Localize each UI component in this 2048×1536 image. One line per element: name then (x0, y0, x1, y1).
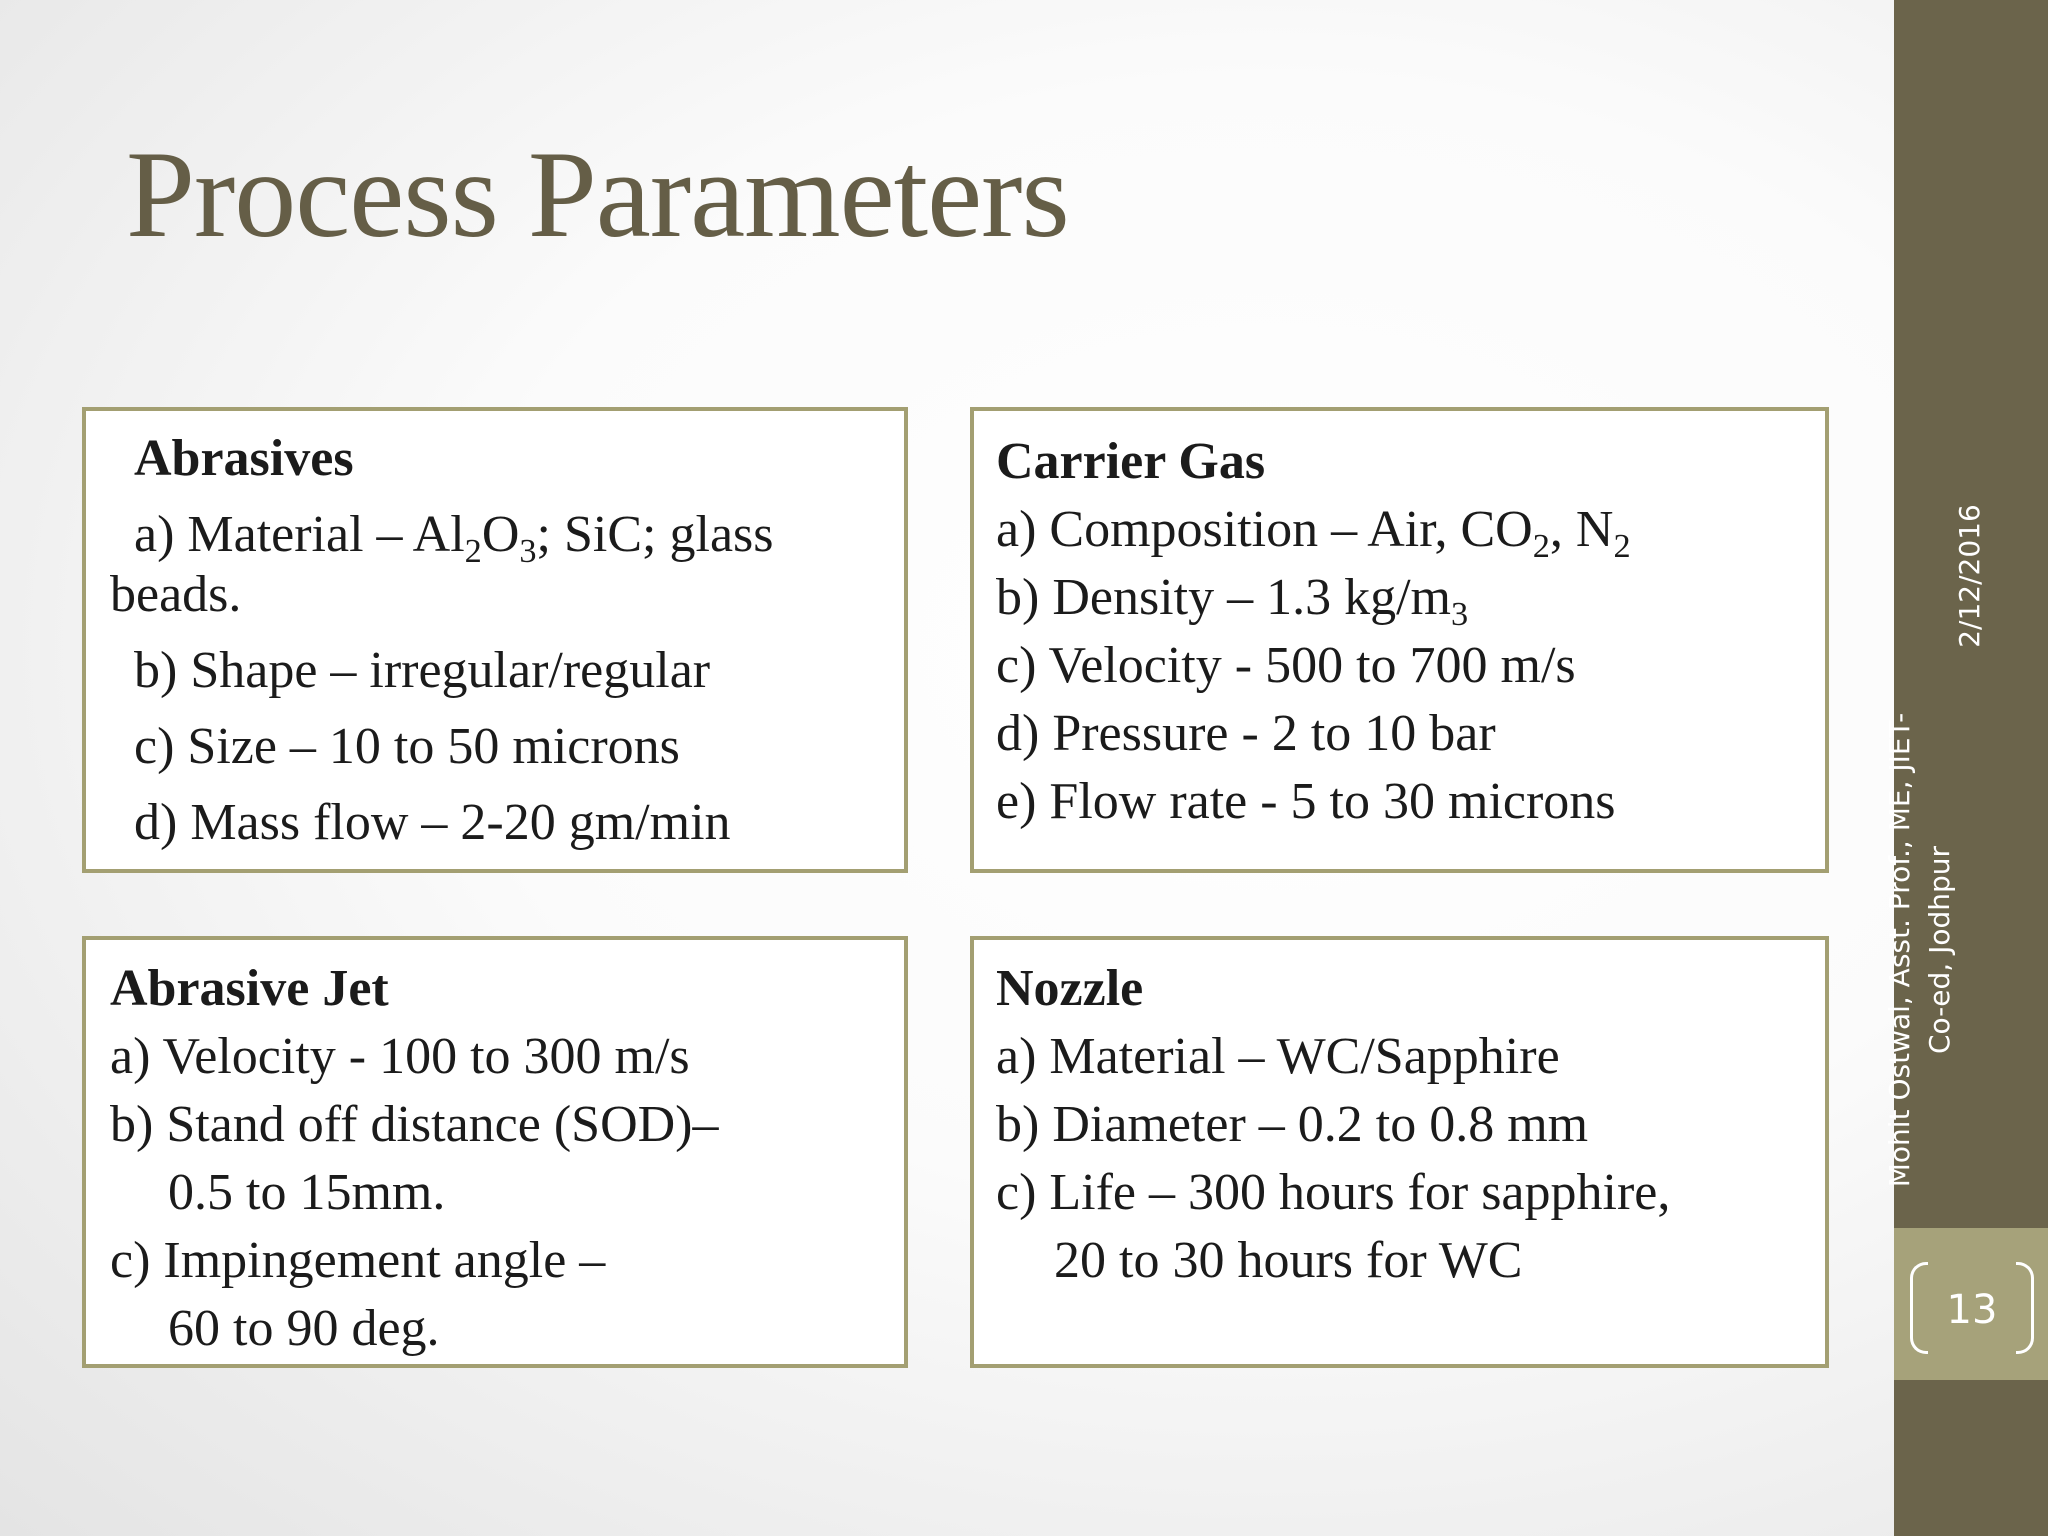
abrasive-jet-velocity: a) Velocity - 100 to 300 m/s (110, 1028, 690, 1085)
nozzle-material: a) Material – WC/Sapphire (996, 1028, 1560, 1085)
footer-date: 2/12/2016 (1953, 504, 1986, 648)
footer-author (1880, 650, 1960, 1250)
carrier-gas-flow-rate: e) Flow rate - 5 to 30 microns (996, 773, 1616, 830)
abrasives-shape: b) Shape – irregular/regular (134, 642, 711, 699)
abrasives-size: c) Size – 10 to 50 microns (134, 718, 680, 775)
nozzle-heading: Nozzle (996, 960, 1144, 1017)
carrier-gas-pressure: d) Pressure - 2 to 10 bar (996, 705, 1496, 762)
abrasive-jet-sod: b) Stand off distance (SOD)– (110, 1096, 719, 1153)
abrasives-heading: Abrasives (134, 430, 354, 487)
abrasive-jet-angle: c) Impingement angle – (110, 1232, 606, 1289)
abrasives-material: a) Material – $Al_2O_3$; SiC; glass (134, 506, 774, 570)
nozzle-box (970, 936, 1829, 1368)
carrier-gas-velocity: c) Velocity - 500 to 700 m/s (996, 637, 1576, 694)
carrier-gas-heading: Carrier Gas (996, 433, 1266, 490)
nozzle-diameter: b) Diameter – 0.2 to 0.8 mm (996, 1096, 1589, 1153)
abrasives-box (82, 407, 908, 873)
abrasives-material-cont: beads. (110, 566, 242, 623)
carrier-gas-box (970, 407, 1829, 873)
abrasive-jet-heading: Abrasive Jet (110, 960, 389, 1017)
abrasives-mass-flow: d) Mass flow – 2-20 gm/min (134, 794, 731, 851)
carrier-gas-composition: a) Composition – Air, $CO_2$, $N_2$ (996, 501, 1631, 565)
footer-author-line1: Mohit Ostwal, Asst. Prof., ME, JIET- (1883, 712, 1916, 1188)
page-number: 13 (1946, 1287, 1998, 1333)
nozzle-life-cont: 20 to 30 hours for WC (1054, 1232, 1523, 1289)
abrasive-jet-box (82, 936, 908, 1368)
slide-title: Process Parameters (126, 126, 1069, 263)
footer-author-line2: Co-ed, Jodhpur (1923, 845, 1956, 1055)
carrier-gas-density: b) Density – 1.3 $kg/m_3$ (996, 569, 1469, 633)
abrasive-jet-sod-value: 0.5 to 15mm. (168, 1164, 446, 1221)
nozzle-life: c) Life – 300 hours for sapphire, (996, 1164, 1671, 1221)
abrasive-jet-angle-value: 60 to 90 deg. (168, 1300, 440, 1357)
